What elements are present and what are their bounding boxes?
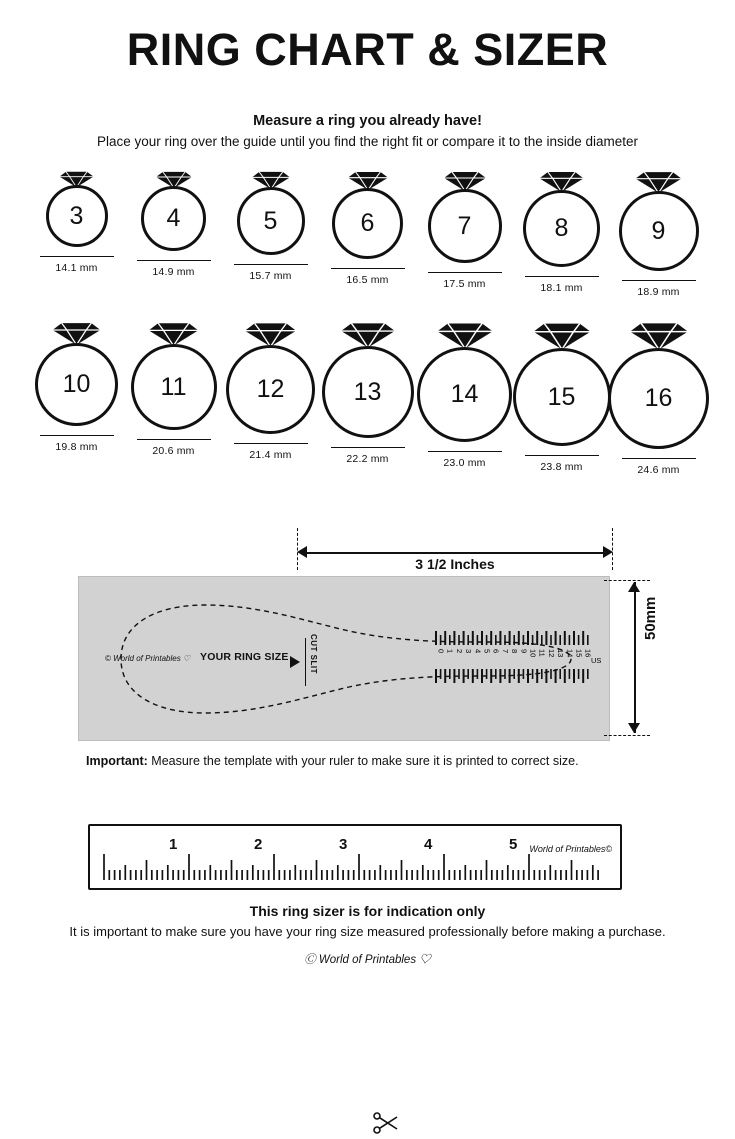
ring-illustration xyxy=(237,171,305,255)
ring-size-cell[interactable] xyxy=(34,322,120,453)
measure-divider xyxy=(622,280,696,281)
svg-text:9: 9 xyxy=(519,649,529,654)
reference-ruler xyxy=(88,824,622,890)
ring-illustration xyxy=(608,322,709,449)
ring-diameter-mm: 21.4 mm xyxy=(249,449,292,462)
ring-illustration xyxy=(226,322,315,434)
measure-divider xyxy=(234,264,308,265)
cut-slit-line xyxy=(305,638,306,686)
ring-size-cell[interactable] xyxy=(34,171,120,274)
svg-text:11: 11 xyxy=(537,649,547,657)
ring-diameter-mm: 23.8 mm xyxy=(540,461,583,474)
ring-band[interactable] xyxy=(131,344,217,430)
ruler-inch-number: 5 xyxy=(509,836,518,853)
ring-band[interactable] xyxy=(417,347,512,442)
ring-size-number: 8 xyxy=(554,214,569,243)
ring-size-cell[interactable] xyxy=(325,322,411,465)
ring-size-number: 14 xyxy=(450,380,479,409)
your-ring-size-text: YOUR RING SIZE xyxy=(200,651,289,663)
ring-size-number: 5 xyxy=(263,206,278,235)
ring-illustration xyxy=(131,322,217,430)
diamond-icon xyxy=(336,322,400,349)
svg-text:13: 13 xyxy=(556,649,566,658)
ring-illustration xyxy=(513,322,611,446)
ring-illustration xyxy=(428,171,502,263)
ring-size-number: 3 xyxy=(69,201,84,230)
ring-diameter-mm: 24.6 mm xyxy=(637,464,680,477)
ring-diameter-mm: 22.2 mm xyxy=(346,453,389,466)
ring-size-cell[interactable] xyxy=(228,171,314,282)
ring-band[interactable] xyxy=(322,346,414,438)
ring-size-number: 6 xyxy=(360,209,375,238)
measure-divider xyxy=(525,455,599,456)
footer-line-1: This ring sizer is for indication only xyxy=(249,903,486,919)
measure-divider xyxy=(137,260,211,261)
svg-text:10: 10 xyxy=(528,649,538,658)
ring-diameter-mm: 18.1 mm xyxy=(540,282,583,295)
svg-text:0: 0 xyxy=(436,649,446,654)
measure-divider xyxy=(234,443,308,444)
diamond-icon xyxy=(432,322,498,350)
ruler-inch-number: 1 xyxy=(169,836,178,853)
measure-divider xyxy=(428,272,502,273)
ring-size-cell[interactable] xyxy=(131,171,217,278)
ring-diameter-mm: 16.5 mm xyxy=(346,274,389,287)
ring-size-row-1 xyxy=(0,171,735,298)
ring-size-number: 15 xyxy=(547,382,576,411)
measure-divider xyxy=(331,268,405,269)
ring-size-number: 11 xyxy=(160,372,187,401)
ring-size-row-2 xyxy=(0,322,735,476)
important-label: Important: xyxy=(86,754,148,769)
ring-band[interactable] xyxy=(46,185,108,247)
measure-divider xyxy=(331,447,405,448)
svg-text:1: 1 xyxy=(445,649,455,654)
ring-band[interactable] xyxy=(608,348,709,449)
ring-band[interactable] xyxy=(332,188,403,259)
ring-size-cell[interactable] xyxy=(616,322,702,476)
ring-band[interactable] xyxy=(523,190,600,267)
ring-diameter-mm: 23.0 mm xyxy=(443,457,486,470)
measure-divider xyxy=(40,435,114,436)
svg-text:3: 3 xyxy=(464,649,474,654)
measure-divider xyxy=(525,276,599,277)
ring-band[interactable] xyxy=(513,348,611,446)
ring-illustration xyxy=(417,322,512,442)
ring-size-number: 10 xyxy=(62,370,91,399)
pointer-triangle-icon xyxy=(290,656,300,668)
svg-text:12: 12 xyxy=(546,649,556,658)
ring-illustration xyxy=(35,322,118,426)
ruler-brand: World of Printables© xyxy=(529,844,612,854)
svg-text:6: 6 xyxy=(491,649,501,654)
width-dimension xyxy=(295,528,615,573)
ring-illustration xyxy=(46,171,108,247)
svg-text:14: 14 xyxy=(565,649,575,658)
ring-size-cell[interactable] xyxy=(616,171,702,298)
ring-illustration xyxy=(332,171,403,259)
ring-size-cell[interactable] xyxy=(131,322,217,457)
ring-band[interactable] xyxy=(141,186,206,251)
ring-band[interactable] xyxy=(237,187,305,255)
instructions-detail: Place your ring over the guide until you find the right fit or compare it to the inside diameter xyxy=(96,134,639,150)
ring-size-number: 4 xyxy=(166,204,181,233)
height-label: 50mm xyxy=(642,596,659,641)
diamond-icon xyxy=(528,322,596,351)
ring-illustration xyxy=(523,171,600,267)
scissors-icon xyxy=(373,1112,399,1139)
ruler-inch-number: 4 xyxy=(424,836,433,853)
width-label: 3 1/2 Inches xyxy=(415,556,495,573)
svg-text:8: 8 xyxy=(510,649,520,654)
svg-text:US: US xyxy=(591,656,602,665)
svg-text:15: 15 xyxy=(574,649,584,658)
ring-illustration xyxy=(619,171,699,271)
ring-size-cell[interactable] xyxy=(325,171,411,286)
footer-brand: Ⓒ World of Printables ♡ xyxy=(304,954,431,966)
your-ring-size-label xyxy=(200,651,289,663)
ring-size-cell[interactable] xyxy=(422,171,508,290)
footer-line-2: It is important to make sure you have your ring size measured professionally before making a purchase. xyxy=(69,924,666,939)
measure-divider xyxy=(428,451,502,452)
cut-slit-label: CUT SLIT xyxy=(309,634,318,674)
measure-divider xyxy=(137,439,211,440)
template-brand-mark: © World of Printables ♡ xyxy=(105,654,191,663)
ring-size-number: 7 xyxy=(457,211,472,240)
ring-size-cell[interactable] xyxy=(519,171,605,294)
svg-text:2: 2 xyxy=(454,649,464,654)
important-text: Measure the template with your ruler to make sure it is printed to correct size. xyxy=(147,754,579,769)
ring-diameter-mm: 18.9 mm xyxy=(637,286,680,299)
ring-size-number: 13 xyxy=(353,377,382,406)
measure-divider xyxy=(40,256,114,257)
ring-diameter-mm: 19.8 mm xyxy=(55,441,98,454)
ring-diameter-mm: 17.5 mm xyxy=(443,278,486,291)
svg-text:7: 7 xyxy=(500,649,510,654)
ring-band[interactable] xyxy=(619,191,699,271)
svg-text:5: 5 xyxy=(482,649,492,654)
ring-size-number: 9 xyxy=(651,216,666,245)
ring-diameter-mm: 20.6 mm xyxy=(152,445,195,458)
ring-diameter-mm: 14.1 mm xyxy=(55,262,98,275)
ring-band[interactable] xyxy=(226,345,315,434)
ring-illustration xyxy=(322,322,414,438)
sizer-template-section xyxy=(0,518,735,768)
ruler-inch-number: 3 xyxy=(339,836,348,853)
instructions-heading: Measure a ring you already have! xyxy=(253,113,482,130)
ring-size-cell[interactable] xyxy=(228,322,314,461)
ring-diameter-mm: 15.7 mm xyxy=(249,270,292,283)
height-dimension xyxy=(612,576,672,739)
measure-divider xyxy=(622,458,696,459)
ring-band[interactable] xyxy=(428,189,502,263)
important-note xyxy=(86,754,579,768)
diamond-icon xyxy=(624,322,694,351)
sizer-scale xyxy=(430,629,605,690)
svg-text:4: 4 xyxy=(473,649,483,654)
svg-text:16: 16 xyxy=(583,649,593,658)
page-title: RING CHART & SIZER xyxy=(126,24,609,75)
ring-size-number: 16 xyxy=(644,384,673,413)
ruler-inch-number: 2 xyxy=(254,836,263,853)
ring-size-cell[interactable] xyxy=(519,322,605,473)
ring-size-cell[interactable] xyxy=(422,322,508,469)
ring-band[interactable] xyxy=(35,343,118,426)
ring-size-number: 12 xyxy=(256,375,285,404)
ring-illustration xyxy=(141,171,206,251)
ring-diameter-mm: 14.9 mm xyxy=(152,266,195,279)
ring-sizer-page xyxy=(0,26,735,977)
